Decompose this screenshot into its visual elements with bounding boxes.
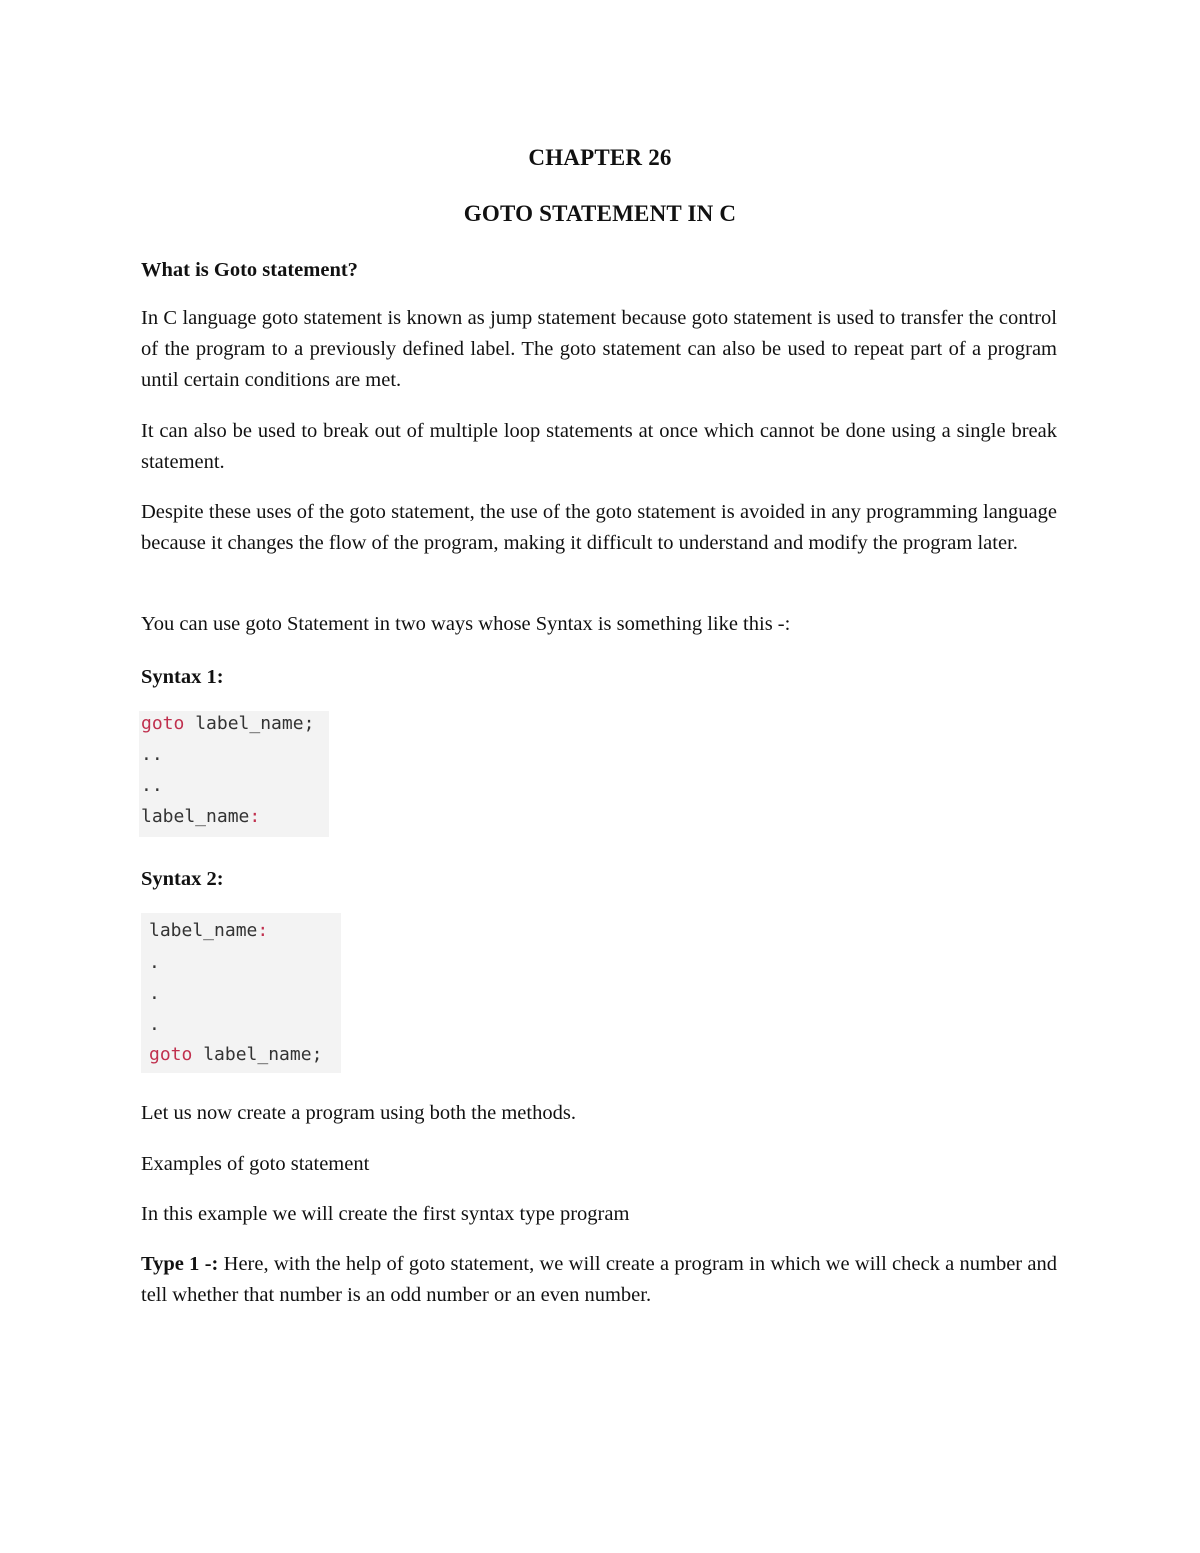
code-line: .. — [141, 775, 163, 796]
chapter-heading: CHAPTER 26 — [528, 145, 672, 170]
code-line — [141, 806, 260, 828]
code-text: label_name; — [184, 713, 315, 734]
paragraph-type-1 — [141, 1249, 1057, 1311]
type-1-label: Type 1 -: — [141, 1253, 219, 1275]
paragraph-two-ways: You can use goto Statement in two ways whose Syntax is something like this -: — [141, 613, 791, 635]
syntax-2-code-block — [141, 913, 341, 1073]
code-punct: : — [249, 806, 261, 827]
code-text: label_name; — [192, 1044, 323, 1065]
code-line — [141, 713, 314, 735]
code-line: .. — [141, 744, 163, 765]
code-label: label_name — [149, 920, 258, 941]
code-label: label_name — [141, 806, 250, 827]
code-keyword: goto — [149, 1044, 193, 1065]
code-keyword: goto — [141, 713, 185, 734]
syntax-1-code-block — [139, 711, 329, 837]
code-line: . — [149, 952, 160, 973]
syntax-1-heading: Syntax 1: — [141, 666, 224, 688]
code-line — [149, 1044, 322, 1066]
paragraph-definition: In C language goto statement is known as jump statement because goto statement is used to transfer the control of the program to a previously defined label. The goto statement can also be used to repeat part of a program until certain conditions are met. — [141, 307, 1057, 391]
question-heading: What is Goto statement? — [141, 259, 358, 281]
syntax-2-heading: Syntax 2: — [141, 868, 224, 890]
paragraph-avoided: Despite these uses of the goto statement, the use of the goto statement is avoided in any programming language because it changes the flow of the program, making it difficult to understand and modify the program later. — [141, 501, 1057, 554]
page-title: GOTO STATEMENT IN C — [463, 201, 737, 226]
code-line: . — [149, 983, 160, 1004]
paragraph-break-loops: It can also be used to break out of multiple loop statements at once which cannot be done using a single break statement. — [141, 420, 1057, 473]
type-1-text: Here, with the help of goto statement, we will create a program in which we will check a number and tell whether that number is an odd number or an even number. — [141, 1253, 1057, 1306]
paragraph-examples: Examples of goto statement — [141, 1153, 370, 1175]
paragraph-first-syntax: In this example we will create the first syntax type program — [141, 1203, 630, 1225]
code-punct: : — [257, 920, 269, 941]
code-line: . — [149, 1014, 160, 1035]
code-line — [149, 920, 268, 942]
paragraph-create-program: Let us now create a program using both the methods. — [141, 1102, 576, 1124]
